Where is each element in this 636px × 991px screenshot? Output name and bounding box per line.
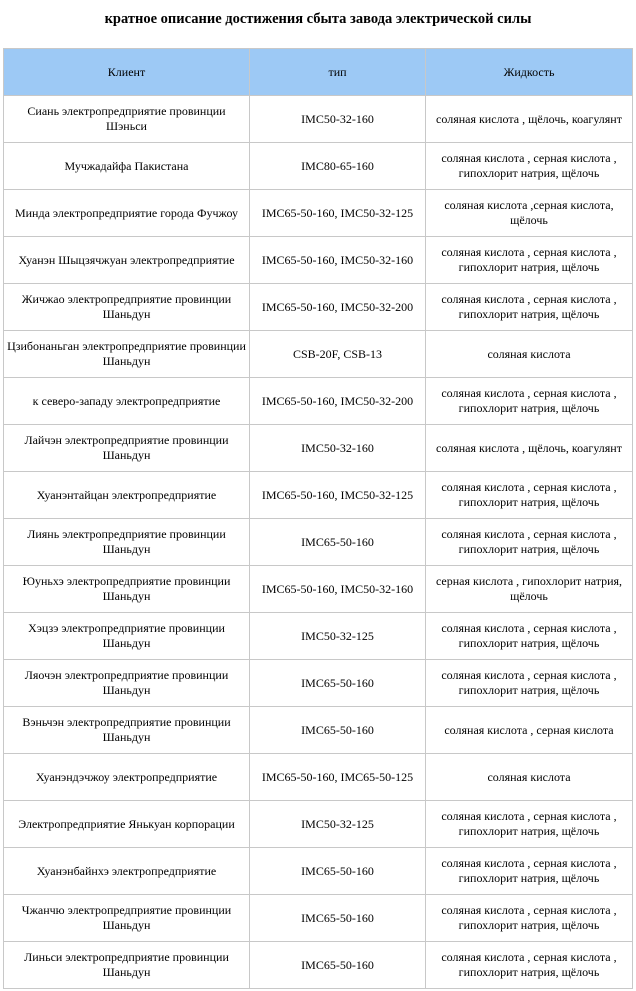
table-row — [4, 707, 633, 754]
client-cell: Лайчэн электропредприятие провинции Шаньдун — [4, 425, 250, 472]
client-cell: Лиянь электропредприятие провинции Шаньдун — [4, 519, 250, 566]
liquid-cell: соляная кислота , серная кислота , гипохлорит натрия, щёлочь — [426, 942, 633, 989]
liquid-cell: соляная кислота , серная кислота , гипохлорит натрия, щёлочь — [426, 237, 633, 284]
liquid-cell: соляная кислота , серная кислота , гипохлорит натрия, щёлочь — [426, 660, 633, 707]
type-cell: IMC50-32-125 — [250, 801, 426, 848]
client-cell: Юуньхэ электропредприятие провинции Шаньдун — [4, 566, 250, 613]
table-row — [4, 143, 633, 190]
client-cell: Линьси электропредприятие провинции Шаньдун — [4, 942, 250, 989]
liquid-cell: соляная кислота , серная кислота — [426, 707, 633, 754]
table-row — [4, 895, 633, 942]
liquid-cell: серная кислота , гипохлорит натрия, щёлочь — [426, 566, 633, 613]
table-row — [4, 472, 633, 519]
sales-table — [3, 48, 633, 989]
table-row — [4, 378, 633, 425]
client-cell: Мучжадайфа Пакистана — [4, 143, 250, 190]
type-cell: IMC65-50-160 — [250, 707, 426, 754]
liquid-cell: соляная кислота — [426, 331, 633, 378]
liquid-cell: соляная кислота , серная кислота , гипохлорит натрия, щёлочь — [426, 378, 633, 425]
table-row — [4, 237, 633, 284]
client-cell: Чжанчю электропредприятие провинции Шаньдун — [4, 895, 250, 942]
client-cell: к северо-западу электропредприятие — [4, 378, 250, 425]
liquid-cell: соляная кислота , серная кислота , гипохлорит натрия, щёлочь — [426, 519, 633, 566]
client-cell: Вэньчэн электропредприятие провинции Шаньдун — [4, 707, 250, 754]
liquid-cell: соляная кислота , щёлочь, коагулянт — [426, 96, 633, 143]
type-cell: CSB-20F, CSB-13 — [250, 331, 426, 378]
client-cell: Хуанэнтайцан электропредприятие — [4, 472, 250, 519]
type-cell: IMC65-50-160 — [250, 942, 426, 989]
liquid-cell: соляная кислота — [426, 754, 633, 801]
type-cell: IMC65-50-160 — [250, 519, 426, 566]
table-row — [4, 331, 633, 378]
client-cell: Жичжао электропредприятие провинции Шаньдун — [4, 284, 250, 331]
type-cell: IMC65-50-160, IMC50-32-200 — [250, 284, 426, 331]
client-cell: Хуанэндэчжоу электропредприятие — [4, 754, 250, 801]
type-cell: IMC65-50-160, IMC50-32-160 — [250, 237, 426, 284]
client-cell: Цзибонаньган электропредприятие провинции Шаньдун — [4, 331, 250, 378]
type-cell: IMC65-50-160, IMC50-32-200 — [250, 378, 426, 425]
client-cell: Ляочэн электропредприятие провинции Шаньдун — [4, 660, 250, 707]
type-cell: IMC65-50-160 — [250, 660, 426, 707]
type-cell: IMC65-50-160, IMC50-32-125 — [250, 472, 426, 519]
type-cell: IMC65-50-160 — [250, 848, 426, 895]
liquid-cell: соляная кислота , серная кислота , гипохлорит натрия, щёлочь — [426, 801, 633, 848]
type-cell: IMC80-65-160 — [250, 143, 426, 190]
type-cell: IMC65-50-160, IMC50-32-160 — [250, 566, 426, 613]
table-row — [4, 425, 633, 472]
column-header-client: Клиент — [4, 49, 250, 96]
table-row — [4, 284, 633, 331]
type-cell: IMC50-32-160 — [250, 425, 426, 472]
liquid-cell: соляная кислота , серная кислота , гипохлорит натрия, щёлочь — [426, 613, 633, 660]
table-row — [4, 942, 633, 989]
table-header-row — [4, 49, 633, 96]
table-row — [4, 801, 633, 848]
liquid-cell: соляная кислота , серная кислота , гипохлорит натрия, щёлочь — [426, 472, 633, 519]
table-row — [4, 660, 633, 707]
type-cell: IMC65-50-160 — [250, 895, 426, 942]
client-cell: Хэцзэ электропредприятие провинции Шаньдун — [4, 613, 250, 660]
type-cell: IMC65-50-160, IMC50-32-125 — [250, 190, 426, 237]
table-row — [4, 754, 633, 801]
liquid-cell: соляная кислота , серная кислота , гипохлорит натрия, щёлочь — [426, 143, 633, 190]
liquid-cell: соляная кислота , серная кислота , гипохлорит натрия, щёлочь — [426, 284, 633, 331]
table-row — [4, 519, 633, 566]
table-row — [4, 566, 633, 613]
client-cell: Электропредприятие Янькуан корпорации — [4, 801, 250, 848]
liquid-cell: соляная кислота , серная кислота , гипохлорит натрия, щёлочь — [426, 848, 633, 895]
table-row — [4, 96, 633, 143]
table-row — [4, 190, 633, 237]
liquid-cell: соляная кислота , щёлочь, коагулянт — [426, 425, 633, 472]
table-row — [4, 613, 633, 660]
liquid-cell: соляная кислота ,серная кислота, щёлочь — [426, 190, 633, 237]
type-cell: IMC65-50-160, IMC65-50-125 — [250, 754, 426, 801]
type-cell: IMC50-32-125 — [250, 613, 426, 660]
client-cell: Минда электропредприятие города Фучжоу — [4, 190, 250, 237]
column-header-type: тип — [250, 49, 426, 96]
liquid-cell: соляная кислота , серная кислота , гипохлорит натрия, щёлочь — [426, 895, 633, 942]
client-cell: Хуанэнбайнхэ электропредприятие — [4, 848, 250, 895]
client-cell: Сиань электропредприятие провинции Шэньси — [4, 96, 250, 143]
client-cell: Хуанэн Шыцзячжуан электропредприятие — [4, 237, 250, 284]
column-header-liquid: Жидкость — [426, 49, 633, 96]
table-row — [4, 848, 633, 895]
page-title: кратное описание достижения сбыта завода электрической силы — [104, 11, 532, 27]
type-cell: IMC50-32-160 — [250, 96, 426, 143]
